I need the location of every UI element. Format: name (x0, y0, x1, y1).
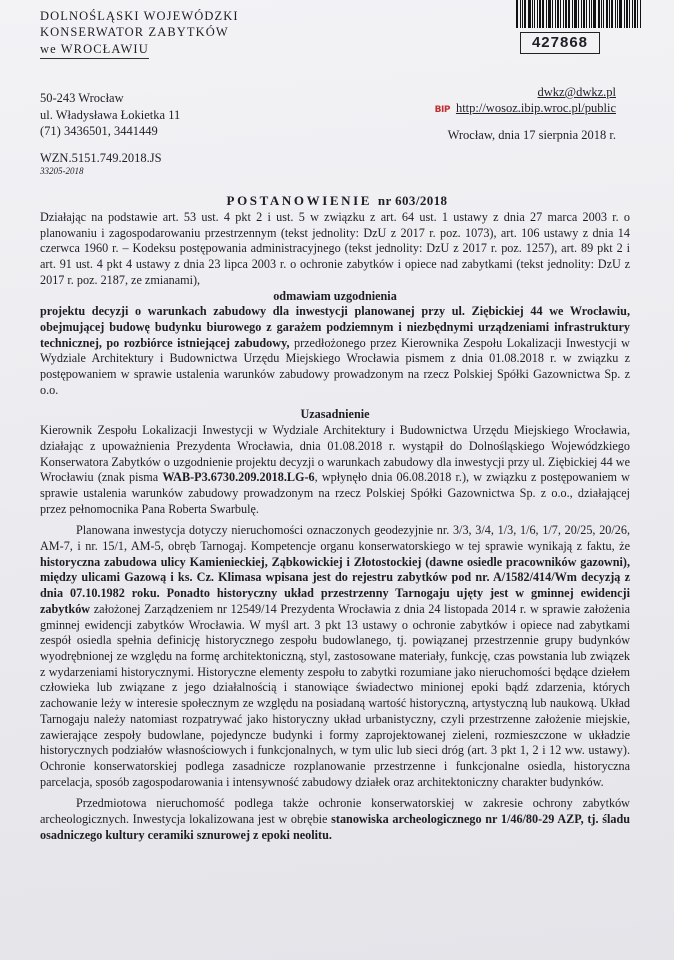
justification-p2-bold: historyczna zabudowa ulicy Kamienieckiej, Ząbkowickiej i Złotostockiej (dawne osiedle pracowników gazowni), między ulicami Gazową i ks. Cz. Klimasa wpisana jest do rejestru zabytków pod nr. A/1582/414/Wm decyzją z dnia 07.10.1982 roku. Ponadto historyczny układ przestrzenny Tarnogaju ujęty jest w gminnej ewidencji zabytków (40, 554, 630, 616)
office-header (40, 8, 239, 59)
address-line2: ul. Władysława Łokietka 11 (40, 107, 181, 122)
justification-p2-text-a: Planowana inwestycja dotyczy nieruchomości oznaczonych geodezyjnie nr. 3/3, 3/4, 1/3, 1/6, 1/7, 20/25, 20/26, AM-7, i nr. 15/1, AM-5, obręb Tarnogaj. Kompetencje organu konserwatorskiego w tej sprawie wynikają z faktu, że (40, 523, 630, 554)
office-name-line3: we WROCŁAWIU (40, 41, 149, 59)
refusal-statement: odmawiam uzgodnienia (273, 288, 397, 303)
barcode-number: 427868 (520, 32, 600, 54)
justification-p3-text-a: Przedmiotowa nieruchomość podlega także ochronie konserwatorskiej w zakresie ochrony zabytków archeologicznych. Inwestycja lokalizowana jest w obrębie (40, 796, 630, 827)
document-date: Wrocław, dnia 17 sierpnia 2018 r. (447, 128, 616, 142)
registry-number: 33205-2018 (40, 166, 84, 176)
justification-p1-text-a: Kierownik Zespołu Lokalizacji Inwestycji w Wydziale Architektury i Budownictwa Urzędu Miejskiego Wrocławia, działając z upoważnienia Prezydenta Wrocławia, dnia 01.08.2018 r. wystąpił do Dolnośląskiego Wojewódzkiego Konserwatora Zabytków o uzgodnienie projektu decyzji o warunkach zabudowy dla inwestycji przy ul. Ziębickiej 44 we Wrocławiu (znak pisma (40, 423, 630, 485)
office-address (40, 90, 180, 140)
website-link[interactable]: http://wosoz.ibip.wroc.pl/public (455, 101, 616, 115)
justification-paragraph-1 (40, 423, 630, 517)
justification-heading: Uzasadnienie (300, 407, 370, 422)
email-link[interactable]: dwkz@dwkz.pl (537, 85, 616, 99)
project-paragraph (40, 304, 630, 398)
address-line1: 50-243 Wrocław (40, 91, 124, 105)
barcode-stamp (510, 0, 670, 54)
barcode-icon (516, 0, 670, 28)
justification-paragraph-2 (40, 523, 630, 790)
bip-logo-icon: BIP (434, 105, 450, 115)
justification-p3-bold: stanowiska archeologicznego nr 1/46/80-29 AZP, tj. śladu osadniczego kultury ceramiki sznurowej z epoki neolitu. (40, 812, 630, 842)
justification-p2-text-b: założonej Zarządzeniem nr 12549/14 Prezydenta Wrocławia z dnia 24 listopada 2014 r. w sprawie założenia gminnej ewidencji zabytków Wrocławia. W myśl art. 3 pkt 13 ustawy o ochronie zabytków i opiece nad zabytkami zespół osiedla spełnia definicję historycznego zespołu budowlanego, tj. powiązanej przestrzennie grupy budynków wyodrębnionej ze względu na formę architektoniczną, styl, zastosowane materiały, funkcję, czas powstania lub związek z wydarzeniami historycznymi. Historyczne elementy zespołu to zabytki rozumiane jako nieruchomości będące dziełem człowieka lub związane z jego działalnością i stanowiące świadectwo minionej epoki bądź zdarzenia, których zachowanie leży w interesie społecznym ze względu na posiadaną wartość historyczną, artystyczną lub naukową. Układ Tarnogaju należy natomiast rozpatrywać jako historyczny układ urbanistyczny, czyli przestrzenne założenie miejskie, zawierające zespoły budowlane, pojedyncze budynki i formy zaprojektowanej zieleni, rozmieszczone w układzie historycznych podziałów własnościowych i funkcjonalnych, w tym ulic lub sieci dróg (art. 3 pkt 1, 2 i 12 ww. ustawy). Ochronie konserwatorskiej podlega zasadnicze rozplanowanie przestrzenne i funkcjonalne osiedla, historyczna parcelacja, sposób zagospodarowania i intensywność zabudowy działek oraz architektoniczny charakter budynków. (40, 601, 630, 789)
document-body (40, 210, 630, 843)
justification-p1-reference: WAB-P3.6730.209.2018.LG-6 (162, 470, 315, 485)
project-description: projektu decyzji o warunkach zabudowy dla inwestycji planowanej przy ul. Ziębickiej 44 we Wrocławiu, obejmującej budowę budynku biurowego z garażem podziemnym i niezbędnymi urządzeniami infrastruktury technicznej, po rozbiórce istniejącej zabudowy, (40, 304, 630, 350)
contact-block (435, 84, 616, 118)
office-name-line1: DOLNOŚLĄSKI WOJEWÓDZKI (40, 9, 239, 23)
justification-paragraph-3 (40, 796, 630, 843)
legal-basis-paragraph: Działając na podstawie art. 53 ust. 4 pkt 2 i ust. 5 w związku z art. 64 ust. 1 ustawy z dnia 27 marca 2003 r. o planowaniu i zagospodarowaniu przestrzennym (tekst jednolity: DzU z 2017 r. poz. 1073), art. 106 ustawy z dnia 14 czerwca 1960 r. – Kodeksu postępowania administracyjnego (tekst jednolity: DzU z 2017 r. poz. 1257), art. 89 pkt 2 i art. 91 ust. 4 pkt 4 ustawy z dnia 23 lipca 2003 r. o ochronie zabytków i opiece nad zabytkami (tekst jednolity: DzU z 2017 r. poz. 2187, ze zmianami), (40, 210, 630, 287)
office-name-line2: KONSERWATOR ZABYTKÓW (40, 25, 229, 39)
justification-p1-text-b: , wpłynęło dnia 06.08.2018 r.), w związku z postępowaniem w sprawie ustalenia warunków zabudowy prowadzonym na rzecz Polskiej Spółki Gazownictwa Sp. z o.o., działającej przez pełnomocnika Pana Roberta Swarbulę. (40, 470, 630, 516)
address-phone: (71) 3436501, 3441449 (40, 124, 158, 138)
title-number: nr 603/2018 (377, 193, 448, 208)
case-number: WZN.5151.749.2018.JS (40, 151, 162, 165)
document-title (0, 193, 674, 209)
project-submission: przedłożonego przez Kierownika Zespołu Lokalizacji Inwestycji w Wydziale Architektury i Budownictwa Urzędu Miejskiego Wrocławia pismem z dnia 01.08.2018 r. w związku z postępowaniem w sprawie ustalenia warunków zabudowy prowadzonym na rzecz Polskiej Spółki Gazownictwa Sp. z o.o. (40, 335, 630, 397)
title-word: POSTANOWIENIE (226, 193, 373, 208)
